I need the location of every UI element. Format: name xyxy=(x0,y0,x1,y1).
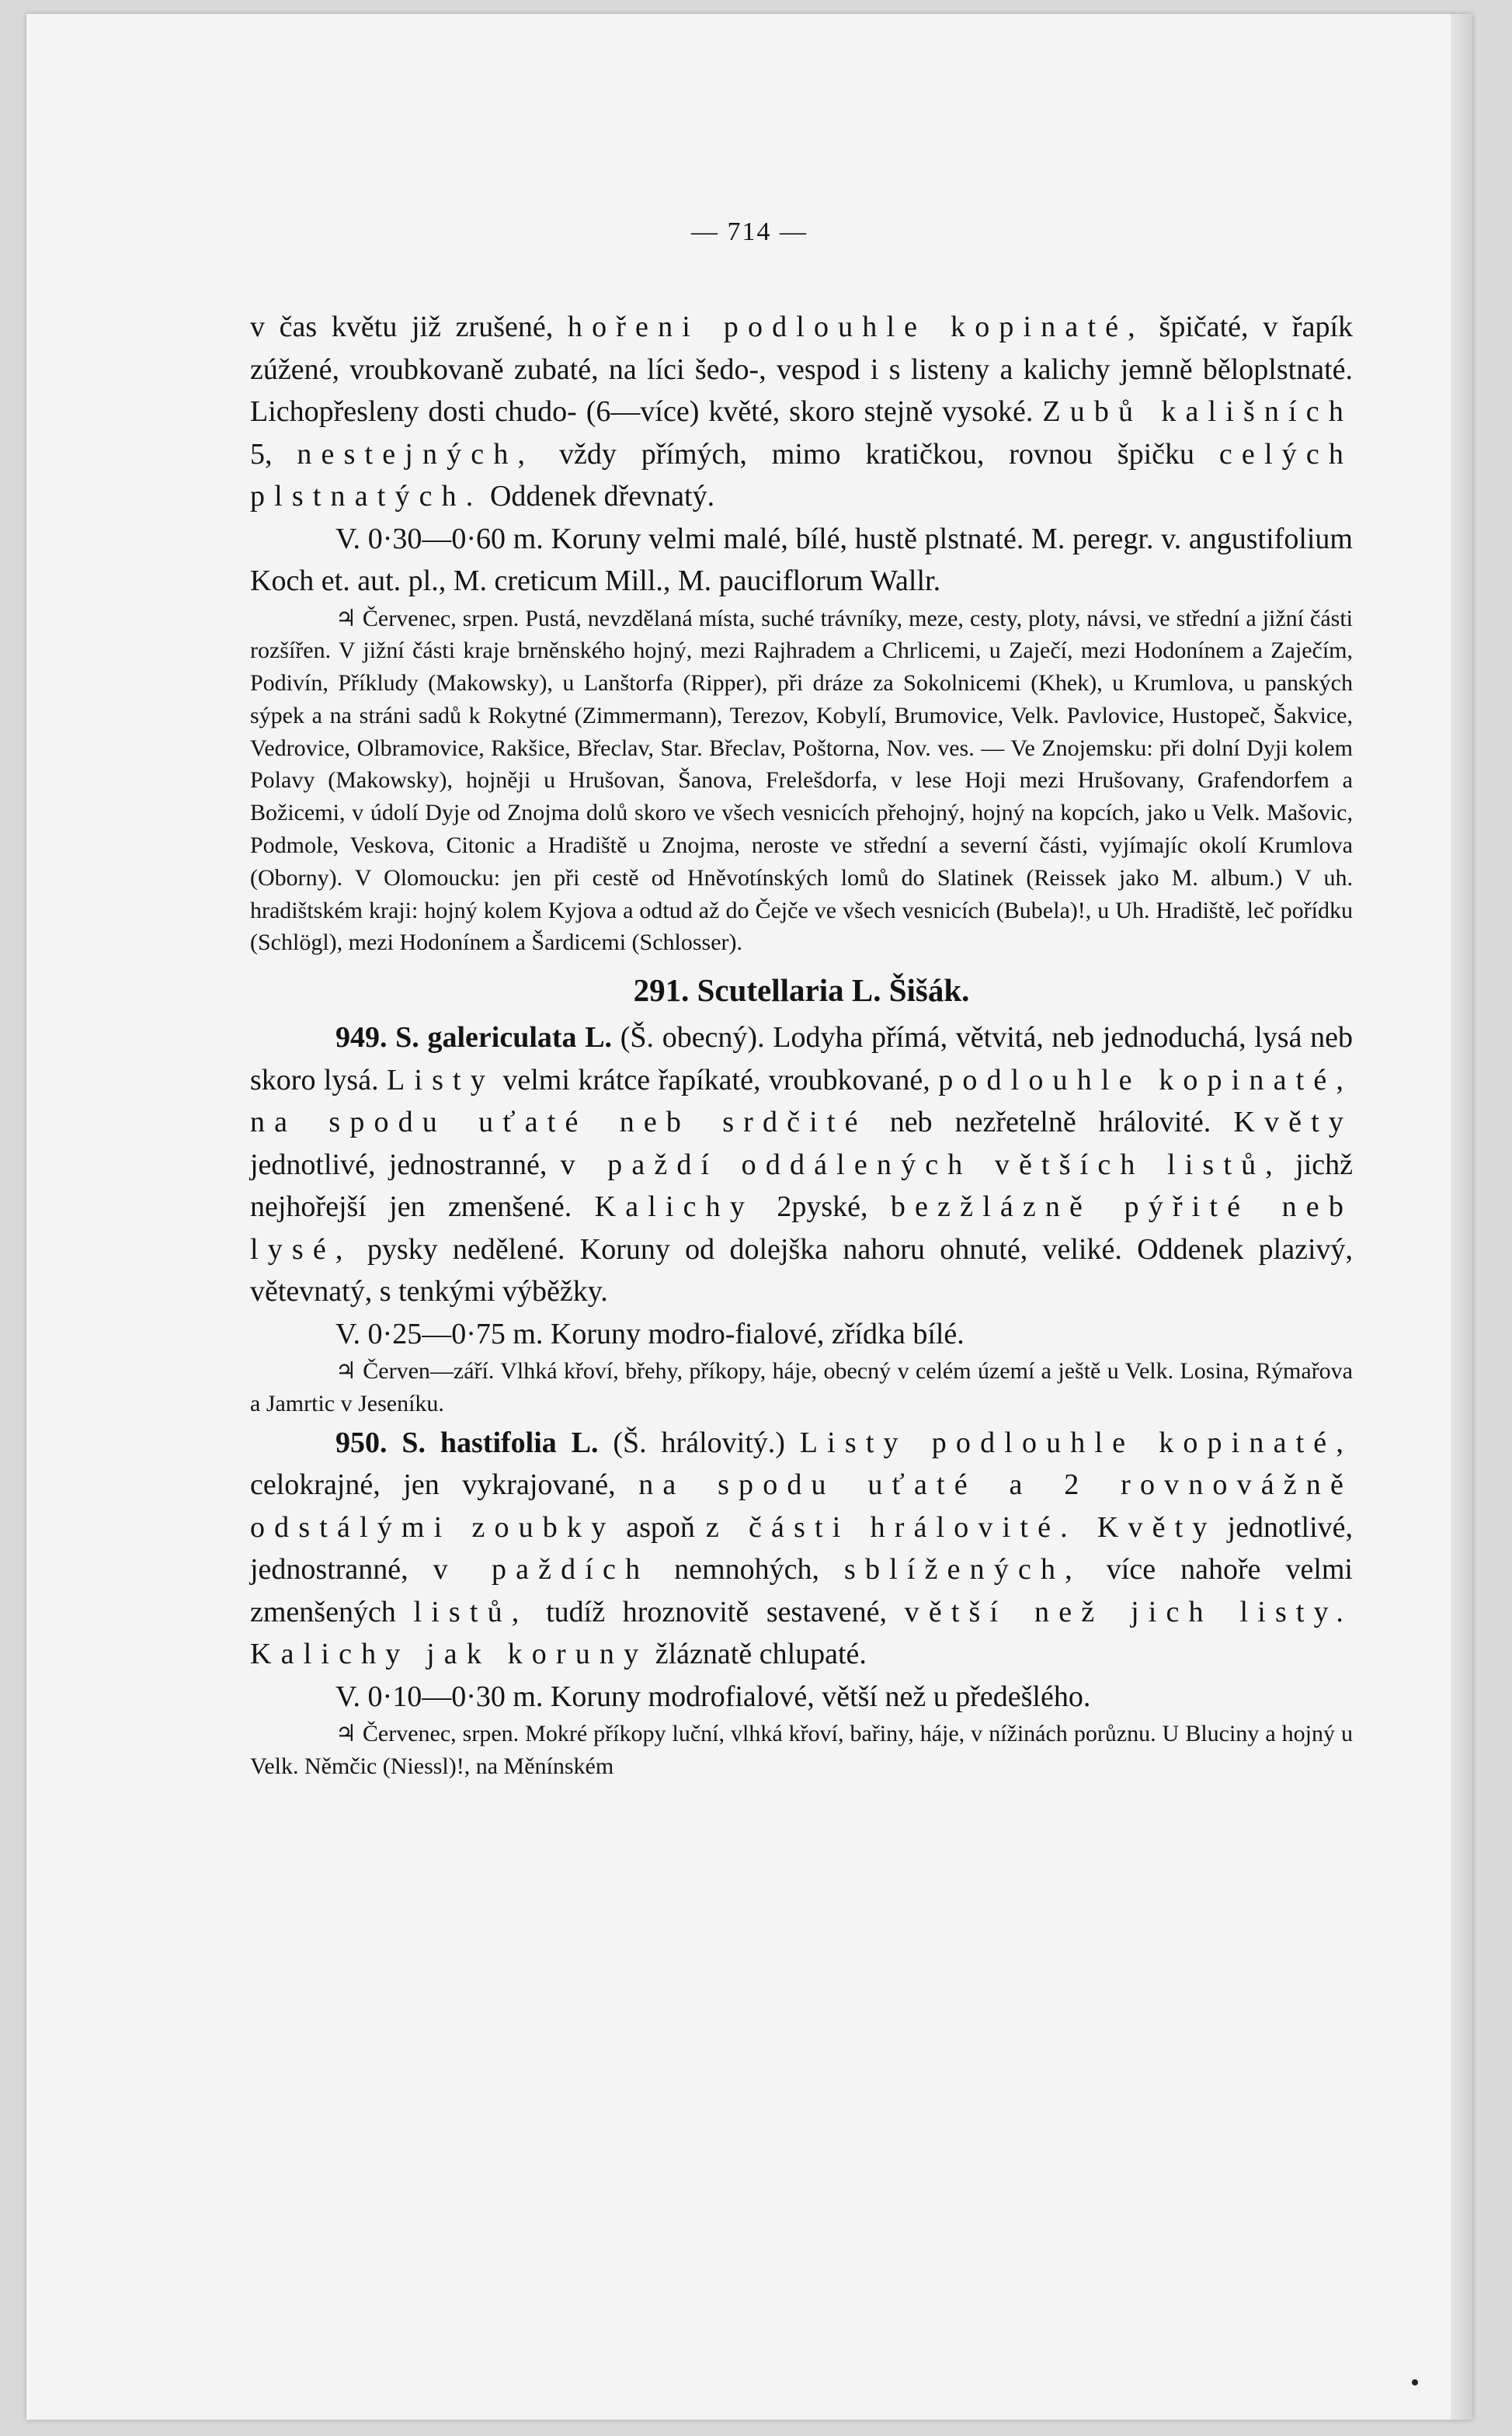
text-run: 2pyské, xyxy=(754,1190,891,1224)
paragraph-description-continued xyxy=(250,306,1353,518)
paragraph-distribution-950: ♃ Červenec, srpen. Mokré příkopy luční, vlhká křoví, bařiny, háje, v nížinách porůznu. U Bluciny a hojný u Velk. Němčic (Niessl)!, na Měnínském xyxy=(250,1721,1353,1780)
page-edge-shadow xyxy=(1451,14,1472,2420)
spaced-text: v paždí oddálených větších listů, xyxy=(560,1148,1282,1181)
paragraph-size-note-950: V. 0·10—0·30 m. Koruny modrofialové, větší než u předešlého. xyxy=(335,1680,1091,1713)
text-run: celokrajné, jen vykrajované, xyxy=(250,1468,639,1502)
paragraph-size-note-949: V. 0·25—0·75 m. Koruny modro-fialové, zřídka bílé. xyxy=(335,1317,965,1350)
spaced-text: podlouhle kopinaté, na spodu uťaté neb srdčité xyxy=(250,1063,1354,1139)
text-run: jednotlivé, jednostranné, xyxy=(250,1148,561,1181)
text-run: velmi krátce řapíkaté, vroubkované, xyxy=(494,1063,939,1096)
body-text xyxy=(250,306,1353,1783)
paragraph-distribution: ♃ Červenec, srpen. Pustá, nevzdělaná místa, suché trávníky, meze, cesty, ploty, návsi, ve střední a jižní části rozšířen. V jižní části kraje brněnského hojný, mezi Rajhradem a Chrlicemi, u Zaječí, mezi Hodonínem a Zaječím, Podivín, Příkludy (Makowsky), u Lanštorfa (Ripper), při dráze za Sokolnicemi (Khek), u Krumlova, u panských sýpek a na stráni sadů k Rokytné (Zimmermann), Terezov, Kobylí, Brumovice, Velk. Pavlovice, Hustopeč, Šakvice, Vedrovice, Olbramovice, Rakšice, Břeclav, Star. Břeclav, Poštorna, Nov. ves. — Ve Znojemsku: při dolní Dyji kolem Polavy (Makowsky), hojněji u Hrušovan, Šanova, Frelešdorfa, v lese Hoji mezi Hrušovany, Grafendorfem a Božicemi, v údolí Dyje od Znojma dolů skoro ve všech vesnicích přehojný, hojný na kopcích, jako u Velk. Mašovic, Podmole, Veskova, Citonic a Hradiště u Znojma, neroste ve střední a severní části, vyjímajíc okolí Krumlova (Oborny). V Olomoucku: jen při cestě od Hněvotínských lomů do Slatinek (Reissek jako M. album.) V uh. hradištském kraji: hojný kolem Kyjova a odtud až do Čejče ve všech vesnicích (Bubela)!, u Uh. Hradiště, leč pořídku (Schlögl), mezi Hodonínem a Šardicemi (Schlosser). xyxy=(250,605,1353,956)
spaced-text: Listy xyxy=(387,1063,495,1096)
spaced-text: v paždích xyxy=(433,1553,650,1586)
species-number-949: 949. S. galericulata L. xyxy=(335,1021,613,1055)
text-run: jichž nejhořejší jen zmenšené. xyxy=(250,1148,1353,1224)
text-run: nemnohých, xyxy=(649,1553,845,1586)
spaced-text: na spodu uťaté a 2 rovnovážně odstálými zoubky xyxy=(250,1468,1353,1544)
paragraph-size-note: V. 0·30—0·60 m. Koruny velmi malé, bílé, hustě plstnaté. M. peregr. v. angustifolium Koch et. aut. pl., M. creticum Mill., M. pauciflorum Wallr. xyxy=(250,522,1353,597)
page-number: — 714 — xyxy=(691,217,808,246)
spaced-text: sblížených, xyxy=(844,1553,1082,1586)
text-run: 5, xyxy=(250,437,297,471)
paragraph-distribution-949: ♃ Červen—září. Vlhká křoví, břehy, příkopy, háje, obecný v celém území a ještě u Velk. Losina, Rýmařova a Jamrtic v Jeseníku. xyxy=(250,1358,1353,1417)
text-run: žláznatě chlupaté. xyxy=(648,1638,867,1671)
spaced-text: Zubů kališních xyxy=(1042,395,1353,428)
text-run: jednotlivé, jednostranné, xyxy=(250,1510,1353,1586)
book-page xyxy=(26,14,1472,2420)
text-run: špičaté, v řapík zúžené, vroubkovaně zubaté, na líci šedo-, vespod i s listeny a kalichy jemně běloplstnaté. Lichopřesleny dosti chudo- (6—více) květé, skoro stejně vysoké. xyxy=(250,311,1353,428)
paragraph-species-950 xyxy=(250,1422,1353,1676)
spaced-text: hořeni podlouhle kopinaté, xyxy=(567,311,1145,343)
text-run: tudíž hroznovitě sestavené, xyxy=(528,1595,905,1628)
text-run: Oddenek dřevnatý. xyxy=(482,480,715,513)
paragraph-species-949 xyxy=(250,1016,1353,1313)
spaced-text: Listy podlouhle kopinaté, xyxy=(799,1426,1353,1459)
text-run: (Š. obecný). Lodyha přímá, větvitá, neb jednoduchá, lysá neb skoro lysá. xyxy=(250,1021,1353,1096)
spaced-text: listů, xyxy=(413,1595,529,1628)
spaced-text: nestejných, xyxy=(297,437,535,471)
text-run: v čas květu již zrušené, xyxy=(250,311,568,343)
text-run: pysky nedělené. Koruny od dolejška nahoru ohnuté, veliké. Oddenek plazivý, větevnatý, s tenkými výběžky. xyxy=(250,1232,1353,1308)
spaced-text: Kalichy xyxy=(594,1190,755,1224)
spaced-text: bezžlázně pýřité neb lysé, xyxy=(250,1190,1353,1266)
spaced-text: celých plstnatých. xyxy=(250,437,1354,513)
text-run: neb nezřetelně hrálovité. xyxy=(867,1106,1234,1139)
text-run: aspoň xyxy=(615,1510,706,1544)
text-run: více nahoře velmi zmenšených xyxy=(250,1553,1353,1628)
spaced-text: Květy xyxy=(1233,1106,1354,1139)
scan-speck xyxy=(1412,2379,1418,2386)
spaced-text: z části hrálovité. Květy xyxy=(705,1510,1217,1544)
species-number-950: 950. S. hastifolia L. xyxy=(335,1426,599,1459)
genus-heading: 291. Scutellaria L. Šišák. xyxy=(633,972,970,1009)
text-run: (Š. hrálovitý.) xyxy=(598,1426,800,1459)
spaced-text: větší než jich listy. Kalichy jak koruny xyxy=(250,1595,1353,1671)
text-run: vždy přímých, mimo kratičkou, rovnou špičku xyxy=(534,437,1219,471)
